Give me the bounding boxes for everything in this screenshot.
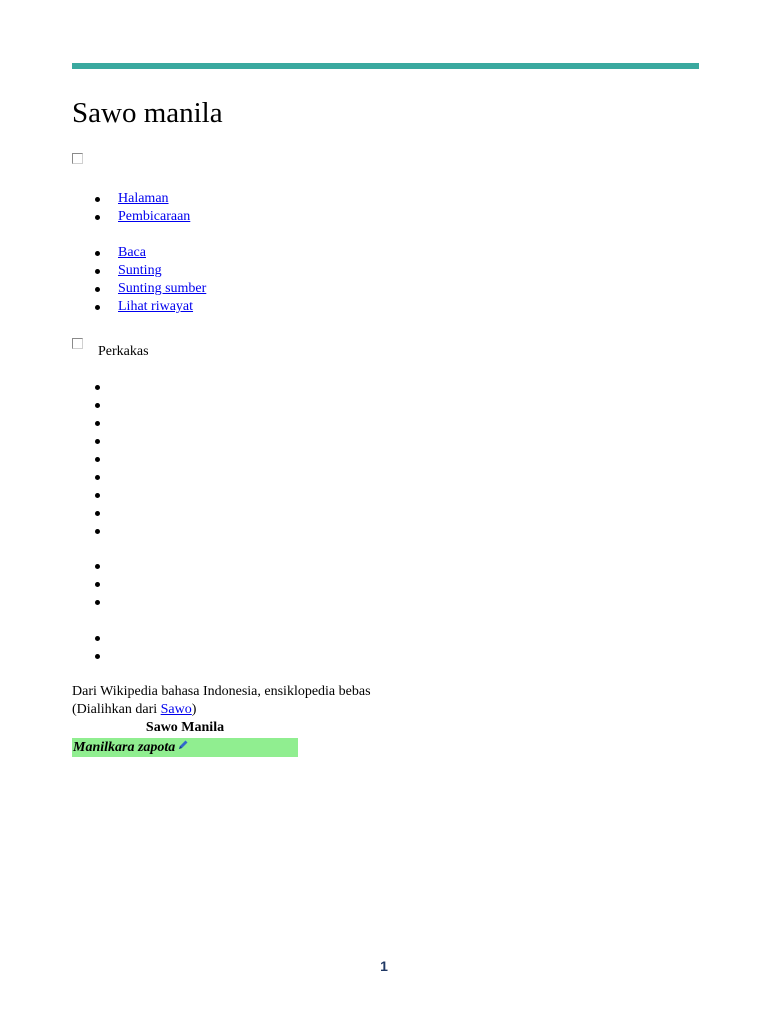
tab-halaman-link[interactable]: Halaman (118, 191, 169, 206)
redirect-source-link[interactable]: Sawo (160, 702, 192, 717)
tab-lihat-riwayat (72, 298, 206, 316)
top-rule (72, 63, 699, 69)
tools-group-2 (72, 557, 118, 611)
tab-baca-link[interactable]: Baca (118, 245, 146, 260)
infobox-scientific-name-bar (72, 738, 298, 757)
menu-checkbox[interactable] (72, 153, 83, 164)
tools-item[interactable] (72, 557, 118, 575)
page-title: Sawo manila (72, 97, 223, 129)
infobox-title: Sawo Manila (145, 720, 225, 735)
tab-sunting-sumber (72, 280, 206, 298)
pencil-icon[interactable] (177, 738, 189, 757)
scientific-name: Manilkara zapota (73, 740, 176, 755)
site-tagline: Dari Wikipedia bahasa Indonesia, ensiklopedia bebas (72, 684, 371, 699)
redirect-suffix: ) (191, 702, 197, 717)
tools-group-3 (72, 629, 118, 665)
tab-baca (72, 244, 206, 262)
tools-item[interactable] (72, 378, 118, 396)
tools-item[interactable] (72, 647, 118, 665)
view-tabs (72, 244, 206, 316)
tools-label: Perkakas (98, 344, 149, 359)
tab-halaman (72, 190, 190, 208)
namespace-tabs (72, 190, 190, 226)
tab-sunting-link[interactable]: Sunting (118, 263, 162, 278)
tools-item[interactable] (72, 432, 118, 450)
tools-group-1 (72, 378, 118, 540)
tools-item[interactable] (72, 450, 118, 468)
tab-pembicaraan (72, 208, 190, 226)
tools-item[interactable] (72, 593, 118, 611)
page-number: 1 (380, 958, 388, 974)
tab-pembicaraan-link[interactable]: Pembicaraan (118, 209, 191, 224)
tools-item[interactable] (72, 522, 118, 540)
tools-item[interactable] (72, 414, 118, 432)
tools-item[interactable] (72, 396, 118, 414)
tab-lihat-riwayat-link[interactable]: Lihat riwayat (118, 299, 194, 314)
tab-sunting-sumber-link[interactable]: Sunting sumber (118, 281, 207, 296)
redirect-prefix: (Dialihkan dari (72, 702, 161, 717)
tools-item[interactable] (72, 486, 118, 504)
redirect-note (72, 701, 196, 719)
tools-item[interactable] (72, 575, 118, 593)
tab-sunting (72, 262, 206, 280)
tools-item[interactable] (72, 468, 118, 486)
tools-item[interactable] (72, 504, 118, 522)
tools-checkbox[interactable] (72, 338, 83, 349)
tools-item[interactable] (72, 629, 118, 647)
